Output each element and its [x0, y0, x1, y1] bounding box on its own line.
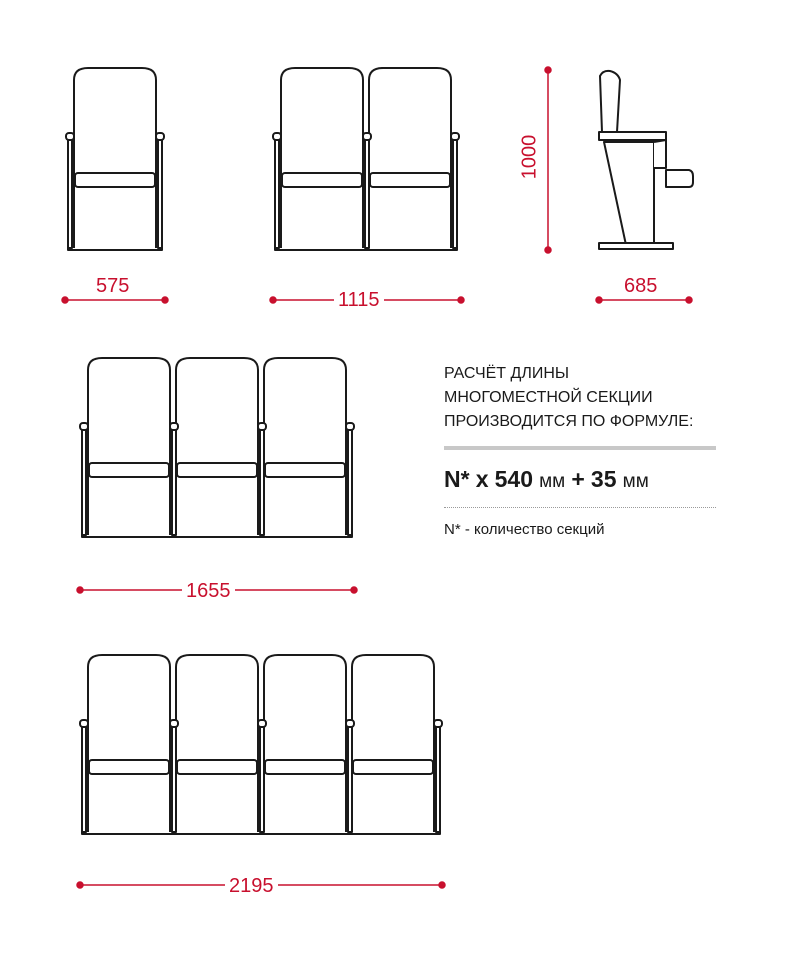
end-post: [68, 139, 72, 248]
dim-double-width: 1115: [334, 289, 384, 311]
end-post: [348, 429, 352, 535]
seat-cushion: [353, 760, 433, 774]
formula-divider: [444, 446, 716, 450]
formula-heading-line1: РАСЧЁТ ДЛИНЫ: [444, 365, 570, 382]
end-post: [275, 139, 279, 248]
seat-back: [352, 655, 434, 832]
end-post: [453, 139, 457, 248]
seat-cushion: [177, 463, 257, 477]
armrest-cap: [451, 133, 459, 140]
armrest-cap: [258, 720, 266, 727]
seat-cushion: [177, 760, 257, 774]
seat-cushion: [265, 463, 345, 477]
formula-unit-a: мм: [539, 471, 566, 492]
end-post: [436, 726, 440, 832]
formula-n-symbol: N*: [444, 466, 470, 492]
end-post: [82, 429, 86, 535]
seat-back: [369, 68, 451, 248]
seat-back: [88, 358, 170, 535]
dim-quad-width: 2195: [225, 875, 278, 897]
formula-expression: [444, 464, 744, 497]
dim-line-depth: [596, 297, 692, 303]
seat-back: [176, 358, 258, 535]
armrest-cap: [156, 133, 164, 140]
armrest-cap: [273, 133, 281, 140]
formula-plus: +: [571, 466, 585, 492]
dim-single-width: 575: [92, 275, 133, 297]
armrest-cap: [363, 133, 371, 140]
row-single-seat: [66, 68, 164, 250]
seat-back: [281, 68, 363, 248]
formula-value-a: 540: [494, 466, 533, 492]
seat-side-view: [599, 71, 693, 249]
armrest-cap: [434, 720, 442, 727]
armrest-cap: [258, 423, 266, 430]
seat-back: [74, 68, 156, 248]
armrest-cap: [80, 720, 88, 727]
seat-back: [264, 358, 346, 535]
armrest-cap: [346, 720, 354, 727]
formula-heading-line3: ПРОИЗВОДИТСЯ ПО ФОРМУЛЕ:: [444, 413, 694, 430]
formula-dotted-divider: [444, 507, 716, 508]
length-formula-block: [444, 362, 744, 540]
end-post: [158, 139, 162, 248]
armrest-cap: [346, 423, 354, 430]
seat-cushion: [370, 173, 450, 187]
seat-back: [176, 655, 258, 832]
armrest-cap: [170, 720, 178, 727]
seat-cushion: [265, 760, 345, 774]
dim-depth: 685: [620, 275, 661, 297]
dim-height: 1000: [518, 134, 541, 180]
seat-cushion: [282, 173, 362, 187]
armrest-cap: [170, 423, 178, 430]
armrest-cap: [66, 133, 74, 140]
formula-multiply: x: [475, 466, 489, 492]
seat-cushion: [89, 760, 169, 774]
armrest-cap: [80, 423, 88, 430]
row-triple-seat: [80, 358, 354, 537]
formula-value-b: 35: [590, 466, 617, 492]
dim-line-height: [545, 67, 551, 253]
dim-line-single-width: [62, 297, 168, 303]
formula-note: N* - количество секций: [444, 521, 605, 538]
dim-triple-width: 1655: [182, 580, 235, 602]
seat-back: [88, 655, 170, 832]
seat-back: [264, 655, 346, 832]
end-post: [82, 726, 86, 832]
row-quad-seat: [80, 655, 442, 834]
row-double-seat: [273, 68, 459, 250]
seat-cushion: [89, 463, 169, 477]
formula-unit-b: мм: [622, 471, 649, 492]
seat-cushion: [75, 173, 155, 187]
formula-heading-line2: МНОГОМЕСТНОЙ СЕКЦИИ: [444, 389, 653, 406]
